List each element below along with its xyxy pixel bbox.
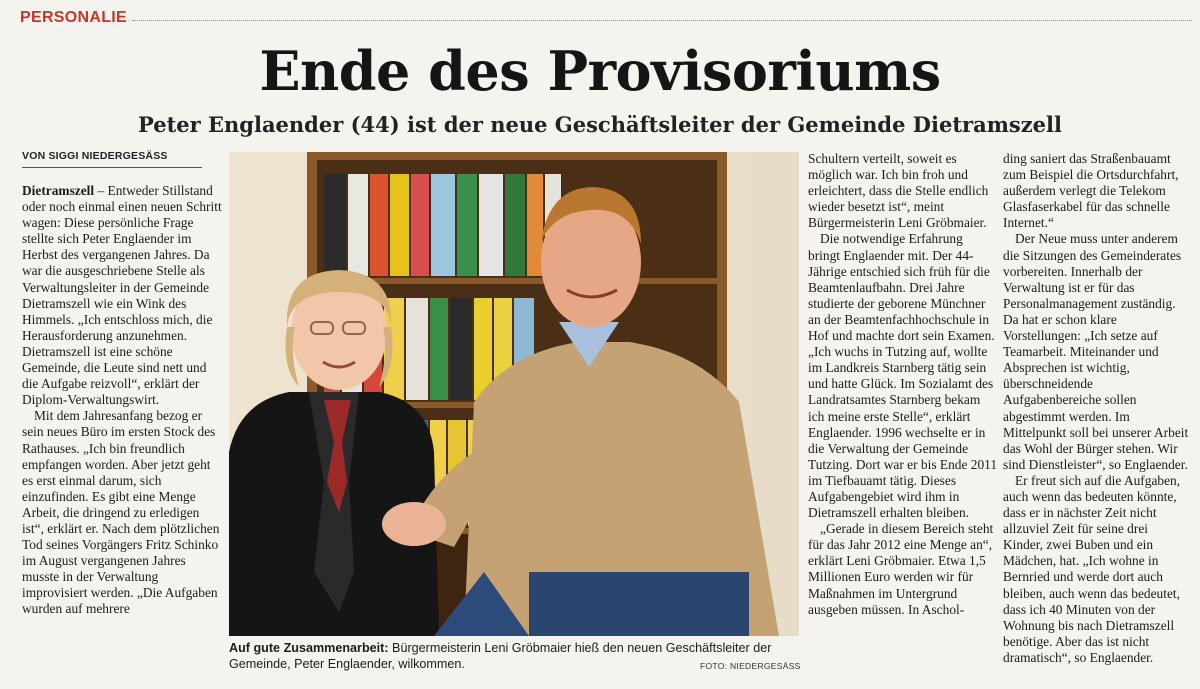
article-column-3 (808, 151, 998, 618)
section-header (20, 9, 1192, 31)
article-photo (229, 152, 799, 636)
headline: Ende des Provisoriums (259, 39, 941, 103)
paragraph: Schultern verteilt, soweit es möglich war. Ich bin froh und erleichtert, dass die Stelle endlich wieder besetzt ist“, meint Bürgermeisterin Leni Gröbmaier. (808, 151, 989, 231)
caption-text: Bürgermeisterin Leni Gröbmaier hieß den neuen Geschäftsleiter der Gemeinde, Peter Englaender, wilkommen. (229, 641, 772, 671)
paragraph-text: – Entweder Stillstand oder noch einmal einen neuen Schritt wagen: Diese persönliche Frage stellte sich Peter Englaender im Herbst des vergangenen Jahres. Da war die ausgeschriebene Stelle als Verwaltungsleiter in der Gemeinde Dietramszell wie ein Wink des Himmels. „Ich entschloss mich, die Herausforderung anzunehmen. Dietramszell ist eine schöne Gemeinde, die Leute sind nett und die Aufgabe reizvoll“, erklärt der Diplom-Verwaltungswirt. (22, 183, 222, 408)
dateline: Dietramszell (22, 183, 95, 198)
paragraph: Der Neue muss unter anderem die Sitzungen des Gemeinderates vorbereiten. Innerhalb der Verwaltung ist er für das Personalmanagement zuständig. Da hat er schon klare Vorstellungen: „Ich setze auf Teamarbeit. Miteinander und Absprechen ist wichtig, überschneidende Aufgabenbereiche sollen abgestimmt werden. Im Mittelpunkt soll bei unserer Arbeit das Wohl der Bürger stehen. Wir sind Dienstleister“, so Englaender. (1003, 231, 1189, 472)
paragraph (22, 183, 222, 408)
subheadline: Peter Englaender (44) ist der neue Geschäftsleiter der Gemeinde Dietramszell (137, 112, 1062, 137)
dotted-rule (132, 20, 1192, 21)
caption-lead: Auf gute Zusammenarbeit: (229, 641, 389, 655)
paragraph: Die notwendige Erfahrung bringt Englaender mit. Der 44-Jährige entschied sich früh für die Beamtenlaufbahn. Drei Jahre studierte der geborene Münchner an der Beamtenfachhochschule in Hof und machte dort sein Examen. „Ich wuchs in Tutzing auf, wollte im Landkreis Starnberg tätig sein und hatte Glück. Im Sozialamt des Landratsamtes Starnberg bekam ich meine erste Stelle“, erklärt Englaender. 1996 wechselte er in die Verwaltung der Gemeinde Tutzing. Dort war er bis Ende 2011 im Tiefbauamt tätig. Dieses Aufgabengebiet wird ihm in Dietramszell erhalten bleiben. (808, 231, 998, 521)
photo-image (229, 152, 799, 636)
paragraph: ding saniert das Straßenbauamt zum Beispiel die Ortsdurchfahrt, außerdem verlegt die Telekom Glasfaserkabel für das schnelle Internet.“ (1003, 151, 1179, 231)
section-rubric: PERSONALIE (20, 9, 128, 26)
paragraph: „Gerade in diesem Bereich steht für das Jahr 2012 eine Menge an“, erklärt Leni Gröbmaier. Etwa 1,5 Millionen Euro werden wir für Maßnahmen im Untergrund ausgeben müssen. In Aschol- (808, 521, 994, 617)
article-column-4 (1003, 151, 1191, 666)
photo-credit: FOTO: NIEDERGESÄSS (700, 661, 801, 671)
byline: VON SIGGI NIEDERGESÄSS (22, 150, 202, 168)
paragraph: Er freut sich auf die Aufgaben, auch wenn das bedeuten könnte, dass er in nächster Zeit nicht allzuviel Zeit für seine drei Kinder, zwei Buben und ein Mädchen, hat. „Ich wohne in Bernried und werde dort auch bleiben, auch wenn das bedeutet, dass ich 40 Minuten von der Wohnung bis nach Dietramszell benötige. Aber das ist nicht dramatisch“, so Englaender. (1003, 472, 1181, 665)
article-column-1 (22, 183, 222, 618)
paragraph: Mit dem Jahresanfang bezog er sein neues Büro im ersten Stock des Rathauses. „Ich bin freundlich empfangen worden. Aber jetzt geht es erst einmal darum, sich einzufinden. Es gibt eine Menge Arbeit, die dringend zu erledigen ist“, erklärt er. Nach dem plötzlichen Tod seines Vorgängers Fritz Schinko im August vergangenen Jahres musste in der Verwaltung improvisiert werden. „Die Aufgaben wurden auf mehrere (22, 408, 220, 617)
